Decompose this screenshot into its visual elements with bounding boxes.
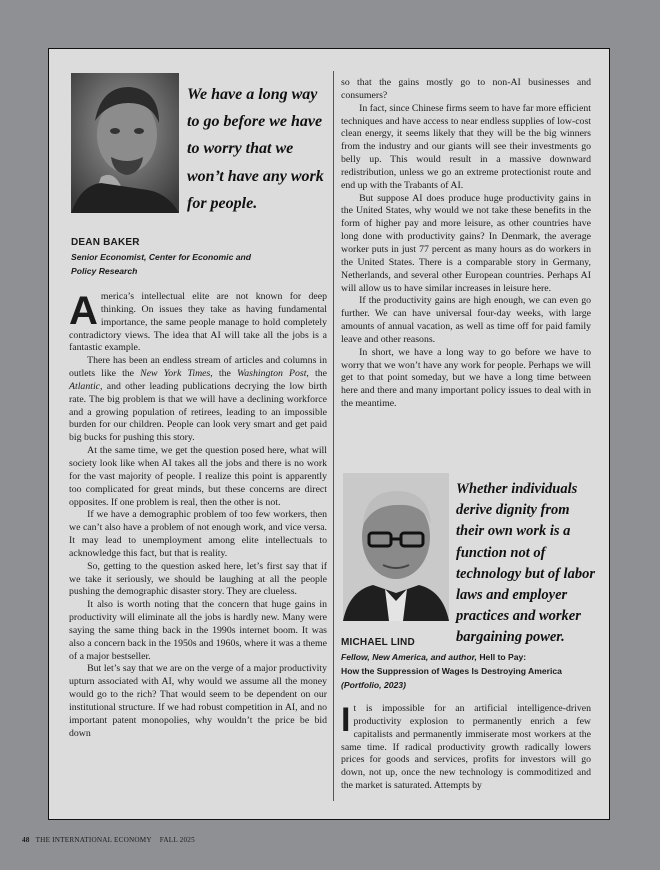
paragraph: so that the gains mostly go to non-AI businesses and consumers? — [341, 77, 591, 101]
author-byline — [341, 637, 591, 692]
text: the — [308, 368, 327, 380]
author-role — [341, 650, 591, 692]
page-footer — [22, 836, 195, 844]
column-divider — [333, 71, 334, 801]
text: There has been an endless stream of articles and columns in outlets like the — [69, 355, 327, 380]
portrait-image — [343, 473, 449, 621]
michael-lind-photo — [343, 473, 449, 621]
paragraph: In short, we have a long way to go before we have to worry that we won’t have any work for people. Perhaps we will get to that point someday, but we have a long time between here and there and many important policy issues to deal with in the meantime. — [341, 346, 591, 410]
author-name: MICHAEL LIND — [341, 637, 415, 648]
author-role: Senior Economist, Center for Economic and Policy Research — [71, 252, 252, 276]
paragraph: At the same time, we get the question posed here, what will society look like when AI takes all the jobs and there is no work for the vast majority of people. I realize this point is apparently too complicated for great minds, but these concerns are direct opposites. If one problem is real, then the other is not. — [69, 445, 327, 508]
pull-quote: Whether individuals derive dignity from their own work is a function not of technology but of labor laws and employer practices and worker bargaining power. — [456, 481, 595, 646]
article-body — [341, 703, 591, 793]
paragraph: t is impossible for an artificial intelligence-driven productivity explosion to permanently enrich a few capitalists and permanently immiserate most workers at the same time. If radical productivity growth radically lowers prices for goods and services, profits for investors will go down, not up, once the new technology is commoditized and the market is saturated. Attempts by — [341, 703, 591, 792]
publication-name: Atlantic, — [69, 380, 103, 392]
paragraph: So, getting to the question asked here, let’s first say that if we take it seriously, we should be laughing at all the people pushing the demographic disaster story. They are clueless. — [69, 560, 327, 598]
drop-cap: I — [341, 701, 351, 739]
author-byline — [71, 237, 321, 278]
paragraph: But suppose AI does produce huge productivity gains in the United States, why would we not take these benefits in the form of higher pay and more leisure, as other countries have long done with productivity gains? In Denmark, the average worker puts in just 77 percent as many hours as do workers in the United States. There is a comparable story in Germany, Netherlands, and several other European countries. Perhaps AI will allow us to have similar increases in leisure here. — [341, 192, 591, 294]
publication-name: Washington Post, — [236, 368, 309, 380]
paragraph: merica’s intellectual elite are not known for deep thinking. On issues they take as having fundamental importance, the same people manage to hold completely contradictory views. The idea that AI will take all the jobs is a fantastic example. — [69, 291, 327, 354]
article-body — [69, 291, 327, 741]
book-subtitle: How the Suppression of Wages Is Destroying America — [341, 666, 562, 676]
publication-name: New York Times, — [140, 368, 213, 380]
pull-quote: We have a long way to go before we have to worry that we won’t have any work for people. — [187, 86, 324, 212]
text: the — [212, 368, 237, 380]
paragraph: In fact, since Chinese firms seem to have far more efficient techniques and have access to near endless supplies of low-cost clean energy, it seems likely that they will be the big winners from the industry and our giants will see their investments go belly up. This would result in a massive downward redistribution, unless we go an extreme protectionist route and end up with the Trabants of AI. — [341, 102, 591, 191]
book-title: Hell to Pay: — [476, 652, 527, 662]
drop-cap: A — [69, 289, 98, 333]
issue-label: FALL 2025 — [159, 836, 195, 844]
paragraph: If the productivity gains are high enough, we can even go further. We can have universal four-day weeks, with large amounts of annual vacation, as well as time off for paid family leave and other reasons. — [341, 295, 591, 345]
role-text: Fellow, New America, and author, — [341, 652, 477, 662]
dean-baker-photo — [71, 73, 179, 213]
portrait-image — [71, 73, 179, 213]
paragraph — [69, 355, 327, 445]
paragraph: If we have a demographic problem of too few workers, then we can’t also have a problem of not enough work, and vice versa. It may lead to unemployment among elite intellectuals to acknowledge this fact, but that is reality. — [69, 509, 327, 559]
publisher: (Portfolio, 2023) — [341, 680, 406, 690]
author-name: DEAN BAKER — [71, 237, 140, 248]
article-page — [48, 48, 610, 820]
text: and other leading publications decrying the low birth rate. The big problem is that we will have a declining workforce and a growing population of retirees, leading to an impossible burden for our children. People can look very smart and get paid big bucks for pushing this story. — [69, 380, 327, 444]
paragraph: But let’s say that we are on the verge of a major productivity upturn associated with AI, why would we assume all the money would go to the rich? That would seem to be dependent on our institutional structure. If we had robust competition in AI, and no important patent monopolies, why wouldn’t the price be bid down — [69, 663, 327, 739]
magazine-name: THE INTERNATIONAL ECONOMY — [35, 836, 152, 844]
article-body — [341, 77, 591, 411]
page-number: 48 — [22, 836, 30, 844]
paragraph: It also is worth noting that the concern that huge gains in productivity will eliminate all the jobs is hardly new. Many were saying the same thing back in the 1990s internet boom. It was also a concern back in the 1950s and 1960s, where it was a theme of a major bestseller. — [69, 599, 327, 662]
